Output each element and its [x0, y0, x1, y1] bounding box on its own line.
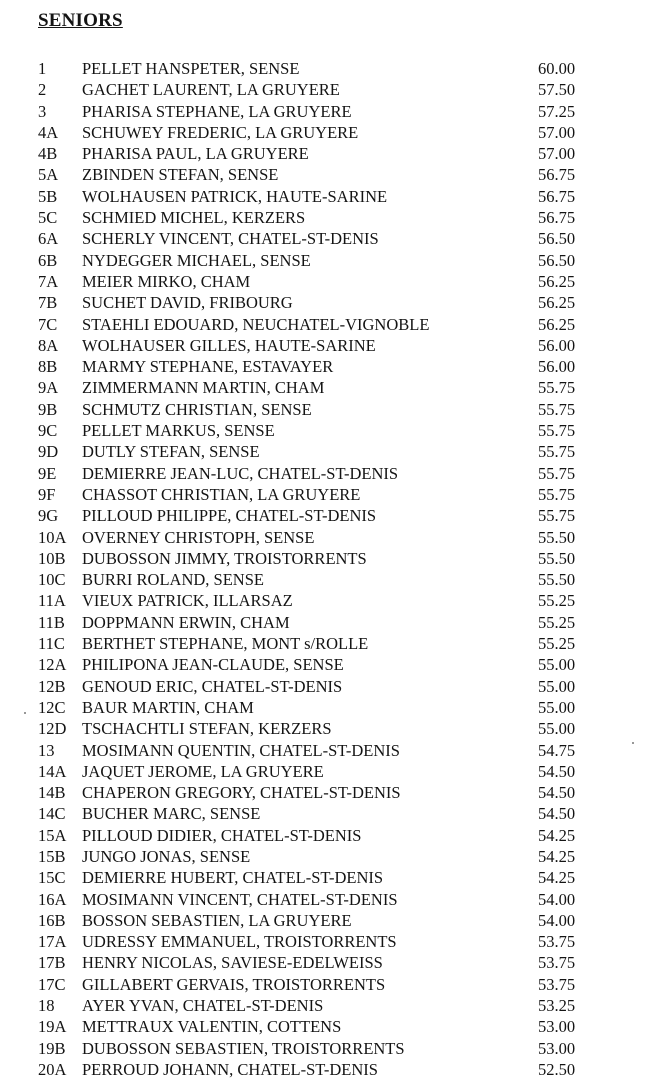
- result-row: [0, 356, 670, 377]
- result-score: 56.75: [538, 165, 576, 185]
- result-row: [0, 1038, 670, 1059]
- result-row: [0, 420, 670, 441]
- result-score: 57.00: [538, 122, 576, 142]
- result-name-club: SUCHET DAVID, FRIBOURG: [82, 293, 293, 313]
- result-row: [0, 782, 670, 803]
- result-rank: 15C: [38, 868, 66, 888]
- result-score: 56.25: [538, 314, 576, 334]
- result-score: 54.25: [538, 825, 576, 845]
- result-score: 55.00: [538, 697, 576, 717]
- result-score: 60.00: [538, 59, 576, 78]
- result-name-club: PERROUD JOHANN, CHATEL-ST-DENIS: [82, 1059, 378, 1079]
- result-row: [0, 101, 670, 122]
- result-rank: 3: [38, 101, 47, 121]
- result-name-club: CHASSOT CHRISTIAN, LA GRUYERE: [82, 484, 361, 504]
- result-rank: 5B: [38, 186, 58, 206]
- result-rank: 13: [38, 740, 55, 760]
- result-row: [0, 58, 670, 79]
- result-score: 54.50: [538, 783, 576, 803]
- result-name-club: HENRY NICOLAS, SAVIESE-EDELWEISS: [82, 953, 383, 973]
- result-name-club: GACHET LAURENT, LA GRUYERE: [82, 80, 340, 100]
- result-row: [0, 846, 670, 867]
- result-row: [0, 910, 670, 931]
- result-rank: 6A: [38, 229, 59, 249]
- result-rank: 12A: [38, 655, 67, 675]
- result-rank: 12C: [38, 697, 66, 717]
- result-score: 55.25: [538, 591, 576, 611]
- result-name-club: DUTLY STEFAN, SENSE: [82, 442, 260, 462]
- result-rank: 14B: [38, 783, 66, 803]
- result-score: 56.50: [538, 229, 576, 249]
- result-score: 55.50: [538, 548, 576, 568]
- result-score: 55.00: [538, 655, 576, 675]
- result-name-club: BUCHER MARC, SENSE: [82, 804, 261, 824]
- scan-speck: [632, 742, 634, 744]
- result-rank: 17C: [38, 974, 66, 994]
- result-rank: 4A: [38, 122, 59, 142]
- result-name-club: DEMIERRE HUBERT, CHATEL-ST-DENIS: [82, 868, 384, 888]
- result-score: 53.75: [538, 974, 576, 994]
- result-row: [0, 484, 670, 505]
- result-score: 55.25: [538, 634, 576, 654]
- result-rank: 11A: [38, 591, 66, 611]
- result-score: 53.00: [538, 1017, 576, 1037]
- result-row: [0, 654, 670, 675]
- result-row: [0, 974, 670, 995]
- result-score: 54.50: [538, 761, 576, 781]
- result-name-club: GILLABERT GERVAIS, TROISTORRENTS: [82, 974, 386, 994]
- result-row: [0, 1016, 670, 1037]
- result-rank: 5C: [38, 208, 58, 228]
- result-score: 55.50: [538, 527, 576, 547]
- result-score: 55.75: [538, 506, 576, 526]
- result-score: 54.50: [538, 804, 576, 824]
- result-score: 56.00: [538, 357, 576, 377]
- result-name-club: PILLOUD PHILIPPE, CHATEL-ST-DENIS: [82, 506, 377, 526]
- result-rank: 8B: [38, 357, 58, 377]
- scan-speck: [24, 712, 26, 714]
- result-name-club: SCHERLY VINCENT, CHATEL-ST-DENIS: [82, 229, 379, 249]
- result-name-club: JUNGO JONAS, SENSE: [82, 846, 251, 866]
- result-score: 56.25: [538, 271, 576, 291]
- result-score: 55.00: [538, 719, 576, 739]
- result-row: [0, 1059, 670, 1080]
- result-row: [0, 889, 670, 910]
- result-name-club: PHARISA PAUL, LA GRUYERE: [82, 144, 309, 164]
- result-row: [0, 441, 670, 462]
- result-name-club: ZIMMERMANN MARTIN, CHAM: [82, 378, 325, 398]
- result-name-club: SCHMIED MICHEL, KERZERS: [82, 208, 306, 228]
- result-name-club: JAQUET JEROME, LA GRUYERE: [82, 761, 324, 781]
- result-rank: 19B: [38, 1038, 66, 1058]
- result-rank: 9G: [38, 506, 59, 526]
- result-rank: 18: [38, 996, 55, 1016]
- result-rank: 11B: [38, 612, 65, 632]
- result-name-club: DEMIERRE JEAN-LUC, CHATEL-ST-DENIS: [82, 463, 399, 483]
- result-score: 55.75: [538, 421, 576, 441]
- result-rank: 9B: [38, 399, 58, 419]
- result-score: 54.00: [538, 910, 576, 930]
- result-row: [0, 867, 670, 888]
- result-rank: 12D: [38, 719, 67, 739]
- result-row: [0, 718, 670, 739]
- result-row: [0, 995, 670, 1016]
- result-row: [0, 207, 670, 228]
- result-rank: 20A: [38, 1059, 67, 1079]
- result-score: 56.50: [538, 250, 576, 270]
- result-name-club: BAUR MARTIN, CHAM: [82, 697, 254, 717]
- result-score: 55.75: [538, 378, 576, 398]
- result-row: [0, 569, 670, 590]
- result-row: [0, 186, 670, 207]
- result-score: 56.75: [538, 186, 576, 206]
- result-name-club: BERTHET STEPHANE, MONT s/ROLLE: [82, 634, 369, 654]
- result-score: 56.75: [538, 208, 576, 228]
- result-name-club: TSCHACHTLI STEFAN, KERZERS: [82, 719, 332, 739]
- result-score: 53.75: [538, 932, 576, 952]
- result-score: 54.25: [538, 846, 576, 866]
- result-row: [0, 952, 670, 973]
- result-rank: 9A: [38, 378, 59, 398]
- result-rank: 9E: [38, 463, 57, 483]
- result-rank: 10A: [38, 527, 67, 547]
- result-row: [0, 314, 670, 335]
- result-name-club: PILLOUD DIDIER, CHATEL-ST-DENIS: [82, 825, 362, 845]
- result-score: 56.00: [538, 335, 576, 355]
- result-name-club: OVERNEY CHRISTOPH, SENSE: [82, 527, 315, 547]
- result-rank: 17A: [38, 932, 67, 952]
- result-row: [0, 335, 670, 356]
- result-name-club: CHAPERON GREGORY, CHATEL-ST-DENIS: [82, 783, 401, 803]
- result-score: 55.75: [538, 399, 576, 419]
- result-name-club: BURRI ROLAND, SENSE: [82, 570, 264, 590]
- result-row: [0, 228, 670, 249]
- result-score: 55.75: [538, 463, 576, 483]
- result-name-club: UDRESSY EMMANUEL, TROISTORRENTS: [82, 932, 397, 952]
- result-row: [0, 377, 670, 398]
- result-rank: 4B: [38, 144, 58, 164]
- result-rank: 9D: [38, 442, 59, 462]
- result-rank: 2: [38, 80, 47, 100]
- result-row: [0, 548, 670, 569]
- result-row: [0, 122, 670, 143]
- result-rank: 11C: [38, 634, 65, 654]
- result-score: 54.75: [538, 740, 576, 760]
- result-name-club: SCHMUTZ CHRISTIAN, SENSE: [82, 399, 312, 419]
- result-rank: 16B: [38, 910, 66, 930]
- result-score: 53.00: [538, 1038, 576, 1058]
- result-score: 55.50: [538, 570, 576, 590]
- result-score: 53.25: [538, 996, 576, 1016]
- result-row: [0, 803, 670, 824]
- result-rank: 6B: [38, 250, 58, 270]
- result-rank: 15B: [38, 846, 66, 866]
- result-name-club: DOPPMANN ERWIN, CHAM: [82, 612, 290, 632]
- result-name-club: SCHUWEY FREDERIC, LA GRUYERE: [82, 122, 359, 142]
- section-title: SENIORS: [38, 10, 123, 31]
- result-rank: 10B: [38, 548, 66, 568]
- result-row: [0, 633, 670, 654]
- result-rank: 12B: [38, 676, 66, 696]
- result-name-club: NYDEGGER MICHAEL, SENSE: [82, 250, 311, 270]
- result-name-club: ZBINDEN STEFAN, SENSE: [82, 165, 279, 185]
- result-row: [0, 825, 670, 846]
- result-score: 57.00: [538, 144, 576, 164]
- result-name-club: PHILIPONA JEAN-CLAUDE, SENSE: [82, 655, 344, 675]
- result-rank: 14A: [38, 761, 67, 781]
- result-name-club: MEIER MIRKO, CHAM: [82, 271, 251, 291]
- result-rank: 17B: [38, 953, 66, 973]
- result-rank: 10C: [38, 570, 66, 590]
- result-name-club: MOSIMANN VINCENT, CHATEL-ST-DENIS: [82, 889, 398, 909]
- result-name-club: DUBOSSON SEBASTIEN, TROISTORRENTS: [82, 1038, 405, 1058]
- results-list: [0, 58, 670, 1080]
- result-score: 54.25: [538, 868, 576, 888]
- result-rank: 19A: [38, 1017, 67, 1037]
- result-row: [0, 590, 670, 611]
- result-row: [0, 697, 670, 718]
- result-row: [0, 505, 670, 526]
- result-score: 56.25: [538, 293, 576, 313]
- result-rank: 7B: [38, 293, 58, 313]
- result-score: 55.25: [538, 612, 576, 632]
- result-score: 55.75: [538, 442, 576, 462]
- result-name-club: VIEUX PATRICK, ILLARSAZ: [82, 591, 293, 611]
- result-row: [0, 676, 670, 697]
- result-name-club: GENOUD ERIC, CHATEL-ST-DENIS: [82, 676, 343, 696]
- result-score: 52.50: [538, 1059, 576, 1079]
- result-row: [0, 740, 670, 761]
- result-name-club: MOSIMANN QUENTIN, CHATEL-ST-DENIS: [82, 740, 400, 760]
- result-rank: 7C: [38, 314, 58, 334]
- result-row: [0, 399, 670, 420]
- result-name-club: WOLHAUSER GILLES, HAUTE-SARINE: [82, 335, 376, 355]
- result-rank: 8A: [38, 335, 59, 355]
- result-row: [0, 164, 670, 185]
- result-rank: 5A: [38, 165, 59, 185]
- result-score: 54.00: [538, 889, 576, 909]
- result-name-club: STAEHLI EDOUARD, NEUCHATEL-VIGNOBLE: [82, 314, 430, 334]
- result-score: 55.75: [538, 484, 576, 504]
- result-rank: 9F: [38, 484, 56, 504]
- result-row: [0, 143, 670, 164]
- result-score: 53.75: [538, 953, 576, 973]
- result-rank: 14C: [38, 804, 66, 824]
- result-row: [0, 292, 670, 313]
- result-score: 55.00: [538, 676, 576, 696]
- result-row: [0, 527, 670, 548]
- result-rank: 16A: [38, 889, 67, 909]
- result-rank: 1: [38, 59, 47, 78]
- result-name-club: PELLET HANSPETER, SENSE: [82, 59, 300, 78]
- result-rank: 15A: [38, 825, 67, 845]
- result-name-club: AYER YVAN, CHATEL-ST-DENIS: [82, 996, 324, 1016]
- result-row: [0, 79, 670, 100]
- result-rank: 7A: [38, 271, 59, 291]
- result-row: [0, 931, 670, 952]
- result-row: [0, 463, 670, 484]
- result-name-club: METTRAUX VALENTIN, COTTENS: [82, 1017, 342, 1037]
- result-name-club: PHARISA STEPHANE, LA GRUYERE: [82, 101, 352, 121]
- result-name-club: BOSSON SEBASTIEN, LA GRUYERE: [82, 910, 352, 930]
- result-name-club: PELLET MARKUS, SENSE: [82, 421, 275, 441]
- result-score: 57.50: [538, 80, 576, 100]
- result-row: [0, 271, 670, 292]
- result-row: [0, 250, 670, 271]
- result-row: [0, 612, 670, 633]
- result-row: [0, 761, 670, 782]
- result-score: 57.25: [538, 101, 576, 121]
- result-name-club: DUBOSSON JIMMY, TROISTORRENTS: [82, 548, 367, 568]
- result-name-club: MARMY STEPHANE, ESTAVAYER: [82, 357, 334, 377]
- result-rank: 9C: [38, 421, 58, 441]
- result-name-club: WOLHAUSEN PATRICK, HAUTE-SARINE: [82, 186, 388, 206]
